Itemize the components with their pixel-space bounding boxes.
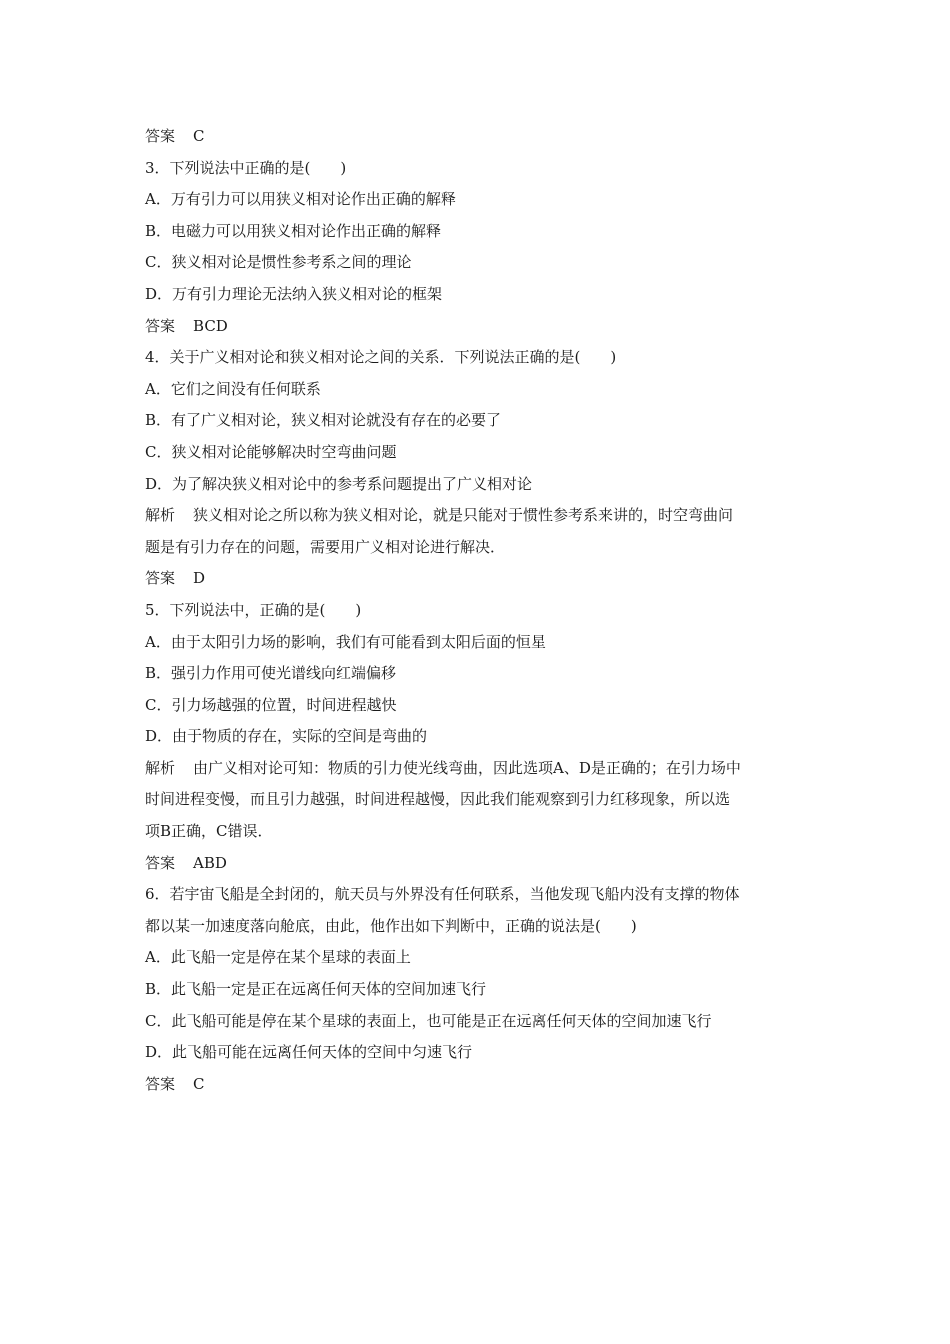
analysis-line: [145, 500, 810, 532]
answer-option: D．此飞船可能在远离任何天体的空间中匀速飞行: [145, 1043, 473, 1062]
answer-line: [145, 563, 810, 595]
answer-option: A．万有引力可以用狭义相对论作出正确的解释: [145, 190, 456, 209]
analysis-label: 解析: [145, 506, 176, 525]
answer-option: D．万有引力理论无法纳入狭义相对论的框架: [145, 284, 443, 303]
answer-option: B．电磁力可以用狭义相对论作出正确的解释: [145, 221, 442, 240]
answer-label: 答案: [145, 127, 176, 145]
answer-value: ABD: [193, 853, 227, 872]
answer-option: B．强引力作用可使光谱线向红端偏移: [145, 664, 397, 683]
answer-label: 答案: [145, 853, 176, 872]
analysis-label: 解析: [145, 758, 176, 777]
analysis-text: 项B正确，C错误．: [145, 822, 273, 841]
answer-option: A．此飞船一定是停在某个星球的表面上: [145, 948, 411, 967]
answer-option: D．为了解决狭义相对论中的参考系问题提出了广义相对论: [145, 474, 533, 493]
answer-option: B．有了广义相对论，狭义相对论就没有存在的必要了: [145, 411, 502, 430]
question-stem: 4．关于广义相对论和狭义相对论之间的关系．下列说法正确的是( ): [145, 348, 617, 367]
answer-option: A．它们之间没有任何联系: [145, 379, 321, 398]
answer-option: C．狭义相对论是惯性参考系之间的理论: [145, 253, 412, 272]
answer-option: D．由于物质的存在，实际的空间是弯曲的: [145, 727, 428, 746]
answer-line: [145, 848, 810, 880]
answer-option: B．此飞船一定是正在远离任何天体的空间加速飞行: [145, 980, 487, 999]
answer-value: D: [193, 569, 206, 588]
analysis-text: 题是有引力存在的问题，需要用广义相对论进行解决．: [145, 537, 506, 556]
analysis-text: 狭义相对论之所以称为狭义相对论，就是只能对于惯性参考系来讲的，时空弯曲问: [193, 506, 734, 525]
answer-value: BCD: [193, 316, 228, 335]
answer-value: C: [193, 1074, 205, 1093]
analysis-text: 由广义相对论可知：物质的引力使光线弯曲，因此选项A、D是正确的；在引力场中: [193, 758, 741, 777]
analysis-text: 时间进程变慢，而且引力越强，时间进程越慢，因此我们能观察到引力红移现象，所以选: [145, 790, 731, 809]
answer-line: [145, 1069, 810, 1101]
answer-option: C．此飞船可能是停在某个星球的表面上，也可能是正在远离任何天体的空间加速飞行: [145, 1011, 712, 1030]
answer-line: [145, 121, 810, 153]
analysis-line: [145, 753, 810, 785]
question-stem-line: 都以某一加速度落向舱底，由此，他作出如下判断中，正确的说法是( ): [145, 916, 637, 935]
analysis-line: [145, 816, 810, 848]
answer-label: 答案: [145, 1074, 176, 1093]
answer-option: C．狭义相对论能够解决时空弯曲问题: [145, 442, 397, 461]
question-stem: 3．下列说法中正确的是( ): [145, 158, 347, 177]
answer-label: 答案: [145, 316, 176, 335]
analysis-line: [145, 784, 810, 816]
answer-line: [145, 311, 810, 343]
answer-option: A．由于太阳引力场的影响，我们有可能看到太阳后面的恒星: [145, 632, 546, 651]
question-stem: 5．下列说法中，正确的是( ): [145, 600, 362, 619]
document-page: [145, 121, 810, 1100]
analysis-line: [145, 532, 810, 564]
answer-option: C．引力场越强的位置，时间进程越快: [145, 695, 397, 714]
answer-value: C: [193, 127, 205, 145]
question-stem-line: 6．若宇宙飞船是全封闭的，航天员与外界没有任何联系，当他发现飞船内没有支撑的物体: [145, 885, 740, 904]
answer-label: 答案: [145, 569, 176, 588]
